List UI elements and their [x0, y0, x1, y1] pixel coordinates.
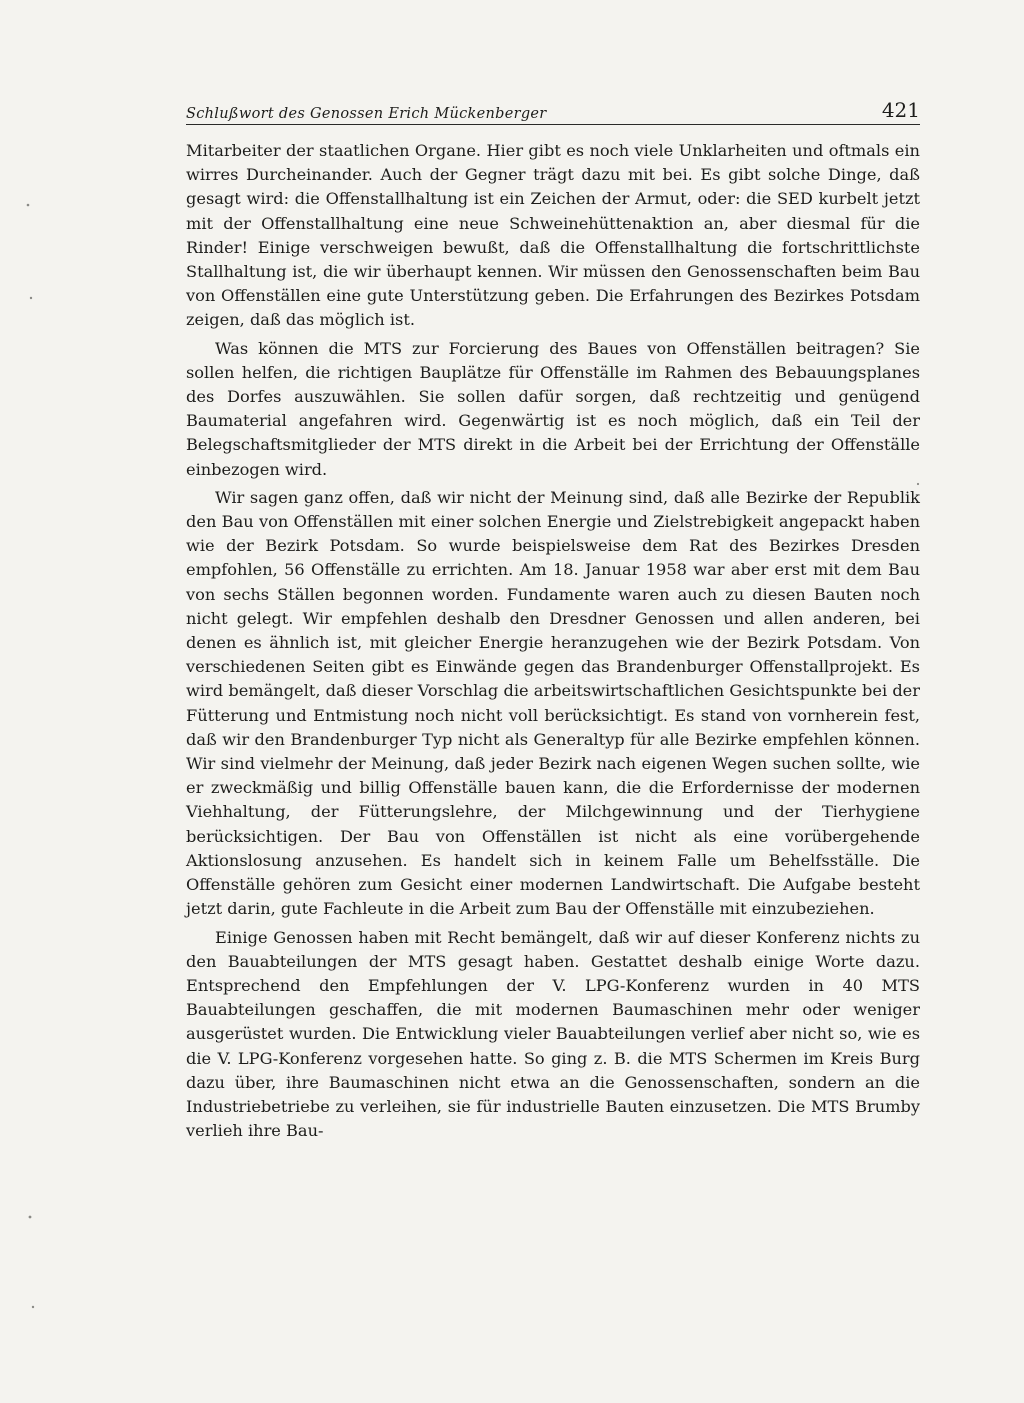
chapter-title: Schlußwort des Genossen Erich Mückenberger: [186, 106, 547, 122]
body-text: [186, 139, 920, 1143]
paragraph-mts-offenstaelle: Was können die MTS zur Forcierung des Baues von Offenställen beitragen? Sie sollen helfen, die richtigen Bauplätze für Offenställe im Rahmen des Bebauungsplanes des Dorfes auszuwählen. Sie sollen dafür sorgen, daß rechtzeitig und genügend Baumaterial angefahren wird. Gegenwärtig ist es noch möglich, daß ein Teil der Belegschaftsmitglieder der MTS direkt in die Arbeit bei der Errichtung der Offenställe einbezogen wird.: [186, 338, 920, 479]
book-page: [186, 92, 920, 1147]
running-header: [186, 92, 920, 125]
page-number: 421: [881, 98, 920, 122]
paragraph-bezirke: Wir sagen ganz offen, daß wir nicht der Meinung sind, daß alle Bezirke der Republik den Bau von Offenställen mit einer solchen Energie und Zielstrebigkeit angepackt haben wie der Bezirk Potsdam. So wurde beispielsweise dem Rat des Bezirkes Dresden empfohlen, 56 Offenställe zu errichten. Am 18. Januar 1958 war aber erst mit dem Bau von sechs Ställen begonnen worden. Fundamente waren auch zu diesen Bauten noch nicht gelegt. Wir empfehlen deshalb den Dresdner Genossen und allen anderen, bei denen es ähnlich ist, mit gleicher Energie heranzugehen wie der Bezirk Potsdam. Von verschiedenen Seiten gibt es Einwände gegen das Brandenburger Offenstallprojekt. Es wird bemängelt, daß dieser Vorschlag die arbeitswirtschaftlichen Gesichtspunkte bei der Fütterung und Entmistung noch nicht voll berücksichtigt. Es stand von vornherein fest, daß wir den Brandenburger Typ nicht als Generaltyp für alle Bezirke empfehlen können. Wir sind vielmehr der Meinung, daß jeder Bezirk nach eigenen Wegen suchen sollte, wie er zweckmäßig und billig Offenställe bauen kann, die die Erfordernisse der modernen Viehhaltung, der Fütterungslehre, der Milchgewinnung und der Tierhygiene berücksichtigen. Der Bau von Offenställen ist nicht als eine vorübergehende Aktionslosung anzusehen. Es handelt sich in keinem Falle um Behelfsställe. Die Offenställe gehören zum Gesicht einer modernen Landwirtschaft. Die Aufgabe besteht jetzt darin, gute Fachleute in die Arbeit zum Bau der Offenställe mit einzubeziehen.: [186, 487, 920, 919]
paragraph-bauabteilungen: Einige Genossen haben mit Recht bemängelt, daß wir auf dieser Konferenz nichts zu den Bauabteilungen der MTS gesagt haben. Gestattet deshalb einige Worte dazu. Entsprechend den Empfehlungen der V. LPG-Konferenz wurden in 40 MTS Bauabteilungen geschaffen, die mit modernen Baumaschinen mehr oder weniger ausgerüstet wurden. Die Entwicklung vieler Bauabteilungen verlief aber nicht so, wie es die V. LPG-Konferenz vorgesehen hatte. So ging z. B. die MTS Schermen im Kreis Burg dazu über, ihre Baumaschinen nicht etwa an die Genossenschaften, sondern an die Industriebetriebe zu verleihen, sie für industrielle Bauten einzusetzen. Die MTS Brumby verlieh ihre Bau-: [186, 927, 920, 1141]
paragraph-continued: Mitarbeiter der staatlichen Organe. Hier gibt es noch viele Unklarheiten und oftmals ein wirres Durcheinander. Auch der Gegner trägt dazu mit bei. Es gibt solche Dinge, daß gesagt wird: die Offenstallhaltung ist ein Zeichen der Armut, oder: die SED kurbelt jetzt mit der Offenstallhaltung eine neue Schweinehüttenaktion an, aber diesmal für die Rinder! Einige verschweigen bewußt, daß die Offenstallhaltung die fortschrittlichste Stallhaltung ist, die wir überhaupt kennen. Wir müssen den Genossenschaften beim Bau von Offenställen eine gute Unterstützung geben. Die Erfahrungen des Bezirkes Potsdam zeigen, daß das möglich ist.: [186, 141, 920, 330]
